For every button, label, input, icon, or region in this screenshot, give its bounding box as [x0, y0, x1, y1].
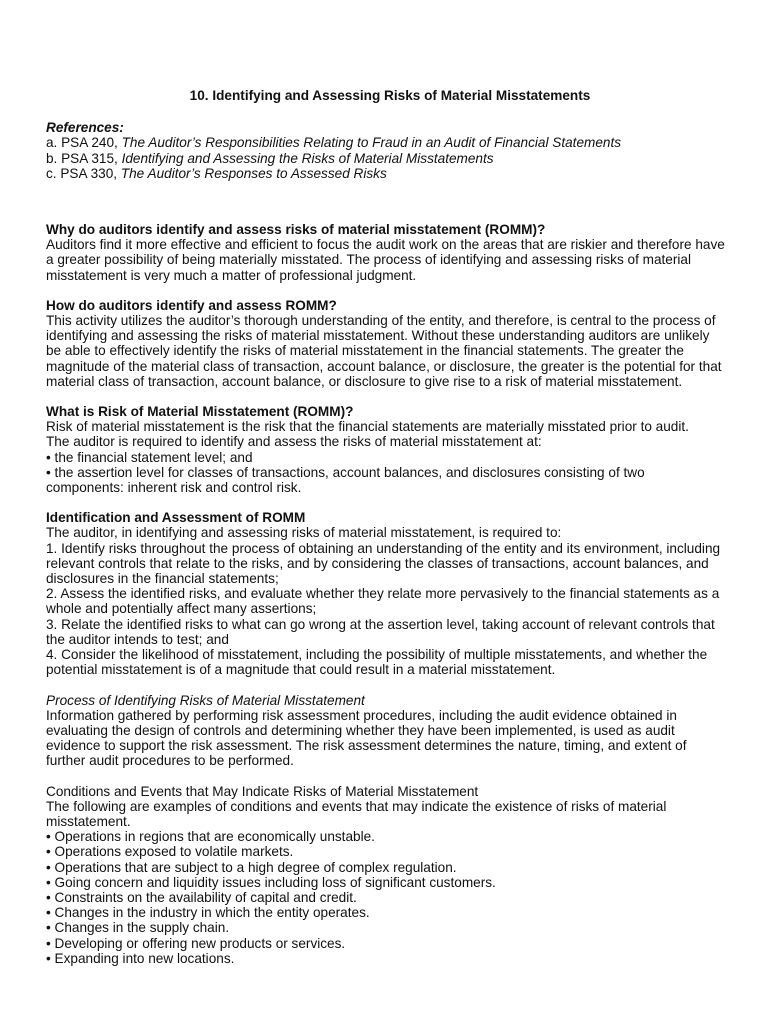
section-heading: Conditions and Events that May Indicate Risks of Material Misstatement — [46, 783, 479, 799]
section-heading: How do auditors identify and assess ROMM? — [46, 297, 337, 313]
references-section — [46, 120, 726, 181]
list-item: • Operations in regions that are economically unstable. — [46, 829, 375, 845]
list-item: 4. Consider the likelihood of misstatement, including the possibility of multiple misstatements, and whether the potential misstatement is of a magnitude that could result in a material misstatement. — [46, 647, 708, 678]
section-why-assess — [46, 222, 726, 283]
list-item: • Operations exposed to volatile markets. — [46, 844, 294, 860]
bullet-list — [46, 829, 726, 966]
list-item: 1. Identify risks throughout the process of obtaining an understanding of the entity and its environment, including relevant controls that relate to the risks, and by considering the classes of transactions, account balances, and disclosures in the financial statements; — [46, 540, 721, 587]
section-heading: What is Risk of Material Misstatement (ROMM)? — [46, 404, 354, 420]
list-item: • Constraints on the availability of capital and credit. — [46, 889, 357, 905]
list-item: • Developing or offering new products or services. — [46, 935, 346, 951]
list-item: • Changes in the industry in which the entity operates. — [46, 905, 370, 921]
section-body: The auditor, in identifying and assessing risks of material misstatement, is required to: — [46, 525, 562, 541]
document-page — [46, 88, 726, 966]
reference-item: c. PSA 330, The Auditor’s Responses to Assessed Risks — [46, 165, 387, 181]
document-title: 10. Identifying and Assessing Risks of Material Misstatements — [189, 88, 591, 103]
list-item: • Changes in the supply chain. — [46, 920, 230, 936]
section-heading: Identification and Assessment of ROMM — [46, 510, 306, 526]
references-heading: References: — [46, 120, 124, 136]
section-body: Auditors find it more effective and efficient to focus the audit work on the areas that are riskier and therefore have a greater possibility of being materially misstated. The process of identifying and assessing risks of material misstatement is very much a matter of professional judgment. — [46, 237, 725, 283]
section-what-is-romm — [46, 404, 726, 495]
list-item: 2. Assess the identified risks, and evaluate whether they relate more pervasively to the financial statements as a whole and potentially affect many assertions; — [46, 586, 720, 617]
list-item: • the financial statement level; and — [46, 449, 253, 465]
section-body: Risk of material misstatement is the risk that the financial statements are materially misstated prior to audit. — [46, 419, 689, 435]
list-item: • the assertion level for classes of transactions, account balances, and disclosures consisting of two components: inherent risk and control risk. — [46, 464, 645, 496]
section-conditions — [46, 784, 726, 966]
section-body: The following are examples of conditions and events that may indicate the existence of risks of material misstatement. — [46, 798, 667, 829]
section-body: The auditor is required to identify and assess the risks of material misstatement at: — [46, 434, 542, 450]
list-item: 3. Relate the identified risks to what can go wrong at the assertion level, taking account of relevant controls that the auditor intends to test; and — [46, 616, 715, 647]
numbered-list — [46, 541, 726, 678]
section-body: This activity utilizes the auditor’s thorough understanding of the entity, and therefore, is central to the process of identifying and assessing the risks of material misstatement. Without these understanding auditors are unlikely be able to effectively identify the risks of material misstatement in the financial statements. The greater the magnitude of the material class of transaction, account balance, or disclosure, the greater is the potential for that material class of transaction, account balance, or disclosure to give rise to a risk of material misstatement. — [46, 313, 722, 389]
bullet-list — [46, 450, 726, 496]
section-body: Information gathered by performing risk assessment procedures, including the audit evidence obtained in evaluating the design of controls and determining whether they have been implemented, is used as audit evidence to support the risk assessment. The risk assessment determines the nature, timing, and extent of further audit procedures to be performed. — [46, 707, 687, 769]
section-heading: Process of Identifying Risks of Material Misstatement — [46, 692, 365, 708]
list-item: • Expanding into new locations. — [46, 950, 235, 966]
section-how-assess — [46, 298, 726, 389]
list-item: • Going concern and liquidity issues including loss of significant customers. — [46, 874, 496, 890]
section-identification — [46, 510, 726, 677]
section-process — [46, 693, 726, 769]
reference-item: b. PSA 315, Identifying and Assessing the Risks of Material Misstatements — [46, 150, 494, 166]
list-item: • Operations that are subject to a high degree of complex regulation. — [46, 859, 457, 875]
reference-item: a. PSA 240, The Auditor’s Responsibilities Relating to Fraud in an Audit of Financial Statements — [46, 135, 622, 151]
section-heading: Why do auditors identify and assess risks of material misstatement (ROMM)? — [46, 222, 546, 238]
